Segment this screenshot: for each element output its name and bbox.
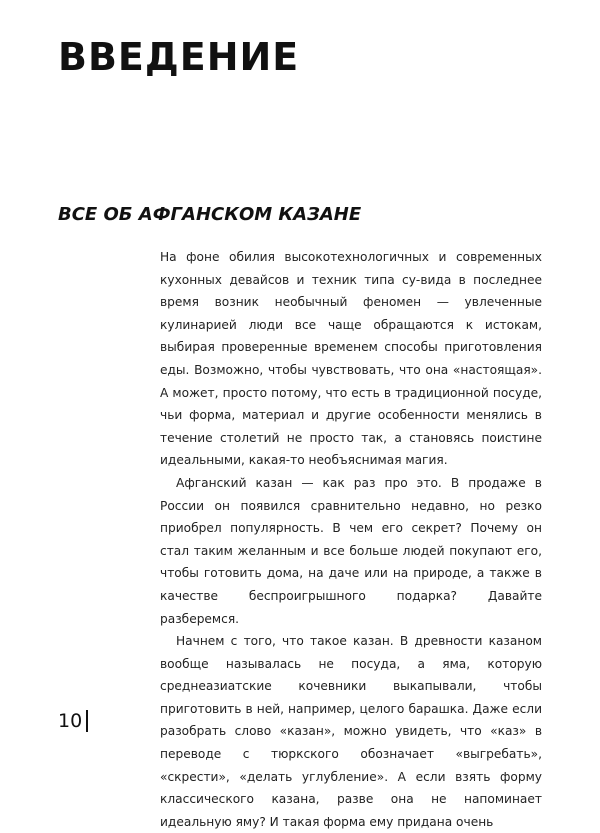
page-number-divider [86,710,88,732]
chapter-title: ВВЕДЕНИЕ [58,35,300,79]
body-text [160,246,542,833]
paragraph-1: На фоне обилия высокотехнологичных и современных кухонных девайсов и техник типа су-вида в последнее время возник необычный феномен — увлеченные кулинарией люди все чаще обращаются к истокам, выбирая проверенные временем способы приготовления еды. Возможно, чтобы чувствовать, что она «настоящая». А может, просто потому, что есть в традиционной посуде, чьи форма, материал и другие особенности менялись в течение столетий не просто так, а становясь поистине идеальными, какая-то необъяснимая магия. [160,250,542,468]
paragraph-2: Афганский казан — как раз про это. В продаже в России он появился сравнительно недавно, но резко приобрел популярность. В чем его секрет? Почему он стал таким желанным и все больше людей покупают его, чтобы готовить дома, на даче или на природе, а также в качестве беспроигрышного подарка? Давайте разберемся. [160,475,542,626]
section-title: ВСЕ ОБ АФГАНСКОМ КАЗАНЕ [58,204,362,225]
paragraph-3: Начнем с того, что такое казан. В древности казаном вообще называлась не посуда, а яма, которую среднеазиатские кочевники выкапывали, чтобы приготовить в ней, например, целого барашка. Даже если разобрать слово «казан», можно увидеть, что «каз» в переводе с тюркского обозначает «выгребать», «скрести», «делать углубление». А если взять форму классического казана, разве она не напоминает идеальную яму? И такая форма ему придана очень [160,634,542,829]
page-number: 10 [58,710,83,732]
